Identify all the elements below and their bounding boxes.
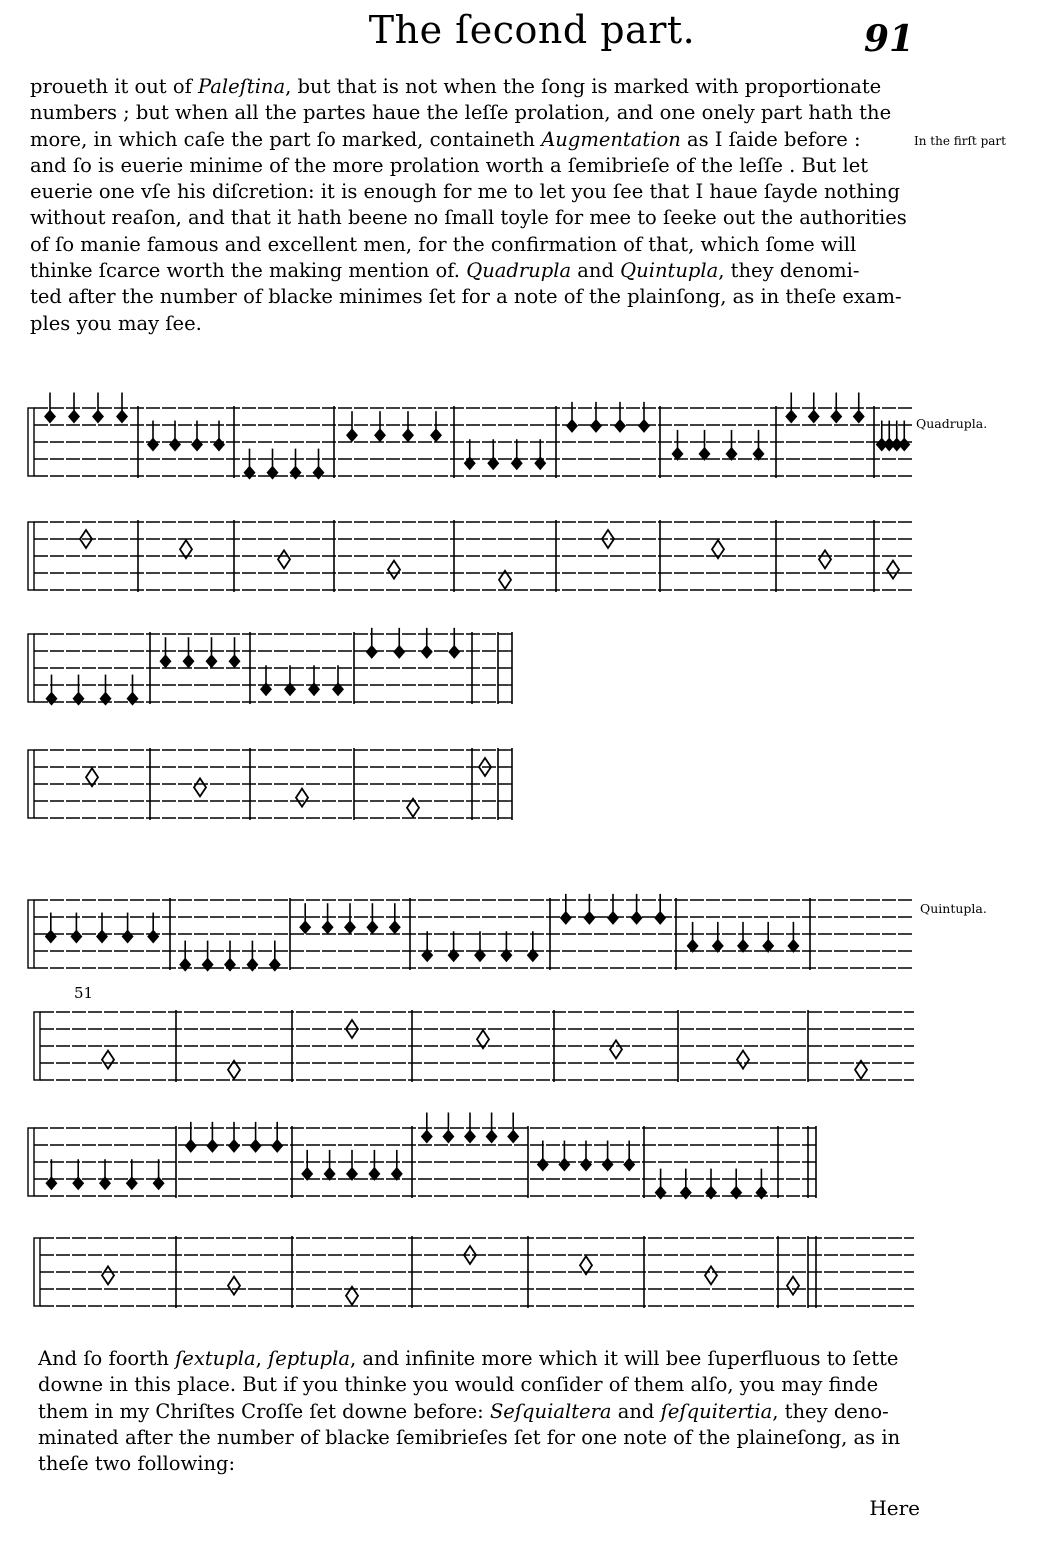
minim-note	[448, 645, 460, 659]
minim-note	[229, 654, 241, 668]
minim-note	[96, 930, 108, 944]
minim-note	[785, 410, 797, 424]
semibreve-note	[102, 1266, 114, 1284]
minim-note	[244, 466, 256, 480]
text-run: thinke ſcarce worth the making mention of.	[30, 259, 467, 283]
minim-note	[402, 428, 414, 442]
text-run: them in my Chriſtes Croſſe ſet downe before:	[38, 1399, 490, 1423]
minim-note	[430, 428, 442, 442]
minim-note	[346, 428, 358, 442]
minim-note	[808, 410, 820, 424]
text-run: Quintupla	[620, 259, 719, 283]
page-number: 91	[863, 18, 914, 60]
minim-note	[393, 645, 405, 659]
minim-note	[537, 1158, 549, 1172]
bar-number: 51	[74, 984, 94, 1002]
minim-note	[68, 410, 80, 424]
minim-note	[607, 911, 619, 925]
minim-note	[46, 692, 58, 706]
minim-note	[269, 958, 281, 972]
minim-note	[100, 692, 112, 706]
text-run: and	[611, 1399, 661, 1423]
text-run: proueth it out of	[30, 75, 198, 98]
minim-note	[322, 920, 334, 934]
minim-note	[271, 1139, 283, 1153]
clef-bracket	[34, 1012, 40, 1080]
clef-bracket	[28, 522, 34, 590]
minim-note	[246, 958, 258, 972]
semibreve-note	[819, 550, 831, 568]
text-run: numbers ; but when all the partes haue the leſſe prolation, and one onely part hath the	[30, 101, 892, 125]
minim-note	[638, 419, 650, 433]
semibreve-note	[296, 789, 308, 807]
text-run: of ſo manie famous and excellent men, for the confirmation of that, which ſome will	[30, 232, 857, 256]
minim-note	[206, 1139, 218, 1153]
minim-note	[464, 1130, 476, 1144]
text-run: And ſo foorth	[38, 1347, 176, 1370]
text-line	[38, 1372, 918, 1398]
semibreve-note	[787, 1277, 799, 1295]
minim-note	[183, 654, 195, 668]
minim-note	[185, 1139, 197, 1153]
text-run: ſextupla	[175, 1347, 256, 1370]
semibreve-note	[102, 1051, 114, 1069]
text-run: without reaſon, and that it hath beene no ſmall toyle for mee to ſeeke out the authorities	[30, 206, 907, 230]
text-run: Augmentation	[541, 127, 681, 151]
minim-note	[705, 1186, 717, 1200]
minim-note	[389, 920, 401, 934]
semibreve-note	[705, 1266, 717, 1284]
minim-note	[590, 419, 602, 433]
minim-note	[560, 911, 572, 925]
text-run: euerie one vſe his diſcretion: it is enough for me to let you ſee that I haue ſayde nothing	[30, 180, 900, 204]
clef-bracket	[28, 750, 34, 818]
minim-note	[602, 1158, 614, 1172]
minim-note	[191, 438, 203, 452]
text-run: , but that is not when the ſong is marked with proportionate	[285, 75, 882, 98]
minim-note	[267, 466, 279, 480]
closing-paragraph	[38, 1346, 918, 1477]
semibreve-note	[887, 561, 899, 579]
text-run: as I ſaide before :	[680, 127, 861, 151]
minim-note	[127, 692, 139, 706]
minim-note	[631, 911, 643, 925]
text-run: ſeptupla	[268, 1347, 350, 1370]
minim-note	[160, 654, 172, 668]
minim-note	[169, 438, 181, 452]
minim-note	[366, 645, 378, 659]
text-run: ſeſquitertia	[660, 1399, 773, 1423]
minim-note	[250, 1139, 262, 1153]
clef-bracket	[28, 634, 34, 702]
minim-note	[486, 1130, 498, 1144]
text-run: , they deno-	[772, 1399, 889, 1423]
text-run: ,	[255, 1347, 268, 1370]
quintupla-label: Quintupla.	[920, 901, 987, 916]
clef-bracket	[28, 1128, 34, 1196]
semibreve-note	[278, 550, 290, 568]
minim-note	[442, 1130, 454, 1144]
text-run: minated after the number of blacke ſemibrieſes ſet for one note of the plaineſong, as in	[38, 1425, 901, 1449]
semibreve-note	[194, 778, 206, 796]
minim-note	[614, 419, 626, 433]
text-run: Paleſtina	[198, 75, 286, 98]
text-run: downe in this place. But if you thinke you would conſider of them alſo, you may finde	[38, 1373, 879, 1397]
minim-note	[116, 410, 128, 424]
minim-note	[228, 1139, 240, 1153]
text-run: , and infinite more which it will bee ſuperfluous to ſette	[349, 1347, 899, 1370]
text-run: and ſo is euerie minime of the more prolation worth a ſemibrieſe of the leſſe . But let	[30, 153, 869, 177]
minim-note	[623, 1158, 635, 1172]
minim-note	[179, 958, 191, 972]
minim-note	[224, 958, 236, 972]
minim-note	[898, 438, 910, 452]
minim-note	[654, 911, 666, 925]
minim-note	[374, 428, 386, 442]
minim-note	[70, 930, 82, 944]
minim-note	[680, 1186, 692, 1200]
semibreve-note	[388, 561, 400, 579]
text-run: Quadrupla	[466, 259, 572, 283]
minim-note	[344, 920, 356, 934]
clef-bracket	[34, 1238, 40, 1306]
minim-note	[853, 410, 865, 424]
minim-note	[73, 692, 85, 706]
page-title: The ſecond part.	[368, 8, 696, 52]
minim-note	[147, 930, 159, 944]
minim-note	[213, 438, 225, 452]
text-run: theſe two following:	[38, 1452, 236, 1476]
clef-bracket	[28, 900, 34, 968]
semibreve-note	[228, 1277, 240, 1295]
minim-note	[566, 419, 578, 433]
minim-note	[558, 1158, 570, 1172]
minim-note	[45, 930, 57, 944]
margin-note: In the firſt part	[914, 134, 1006, 148]
text-run: ples you may ſee.	[30, 311, 202, 335]
minim-note	[206, 654, 218, 668]
minim-note	[730, 1186, 742, 1200]
text-line	[38, 1346, 918, 1372]
minim-note	[299, 920, 311, 934]
minim-note	[421, 1130, 433, 1144]
minim-note	[583, 911, 595, 925]
minim-note	[755, 1186, 767, 1200]
text-line	[38, 1451, 918, 1477]
catchword: Here	[869, 1496, 920, 1520]
minim-note	[655, 1186, 667, 1200]
text-line	[38, 1425, 918, 1451]
minim-note	[44, 410, 56, 424]
quadrupla-label: Quadrupla.	[916, 416, 988, 431]
text-run: , they denomi-	[718, 259, 860, 283]
minim-note	[313, 466, 325, 480]
text-run: Seſquialtera	[489, 1399, 612, 1423]
semibreve-note	[737, 1051, 749, 1069]
text-run: ted after the number of blacke minimes ſet for a note of the plainſong, as in theſe exam-	[30, 285, 902, 309]
text-run: and	[571, 259, 621, 283]
minim-note	[580, 1158, 592, 1172]
clef-bracket	[28, 408, 34, 476]
minim-note	[147, 438, 159, 452]
minim-note	[202, 958, 214, 972]
minim-note	[92, 410, 104, 424]
minim-note	[290, 466, 302, 480]
semibreve-note	[610, 1040, 622, 1058]
minim-note	[122, 930, 134, 944]
minim-note	[366, 920, 378, 934]
minim-note	[830, 410, 842, 424]
text-line	[38, 1399, 918, 1425]
minim-note	[421, 645, 433, 659]
text-run: more, in which caſe the part ſo marked, containeth	[30, 127, 542, 151]
minim-note	[507, 1130, 519, 1144]
